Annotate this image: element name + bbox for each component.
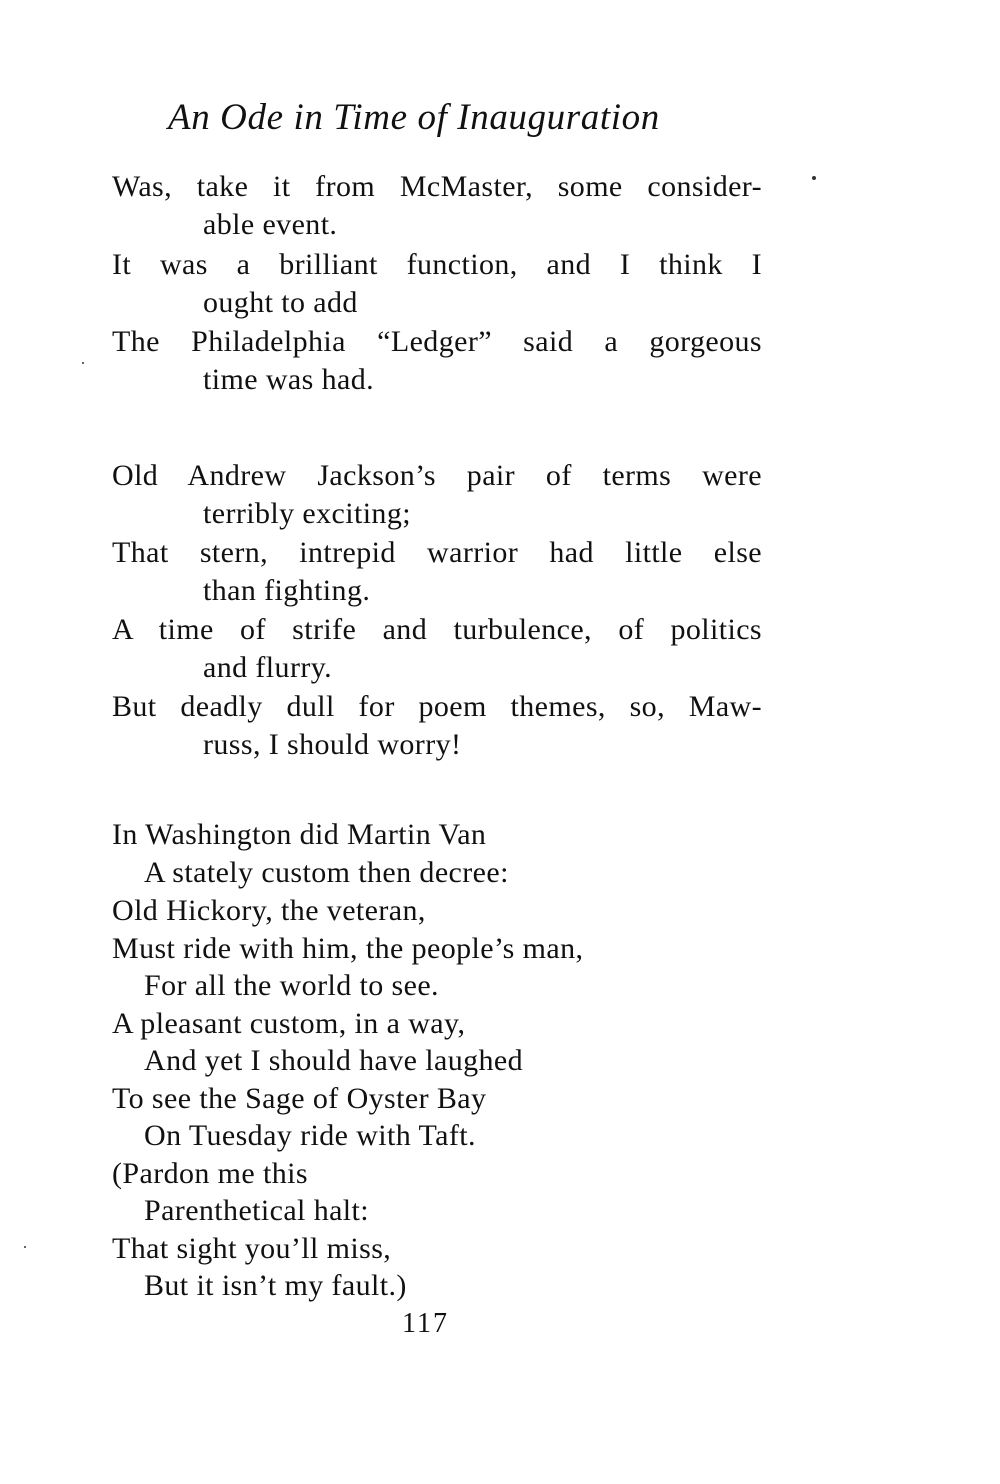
verse-line: In Washington did Martin Van <box>112 818 487 851</box>
verse-line: It was a brilliant function, and I think I <box>112 248 762 281</box>
verse-line: For all the world to see. <box>144 969 439 1002</box>
verse-line: To see the Sage of Oyster Bay <box>112 1082 487 1115</box>
verse-continuation: ought to add <box>203 286 358 319</box>
verse-line: (Pardon me this <box>112 1157 308 1190</box>
print-speck <box>812 176 816 180</box>
verse-line: A pleasant custom, in a way, <box>112 1007 466 1040</box>
verse-continuation: terribly exciting; <box>203 497 411 530</box>
verse-continuation: and flurry. <box>203 651 333 684</box>
verse-continuation: able event. <box>203 208 338 241</box>
verse-line: The Philadelphia “Ledger” said a gorgeous <box>112 325 762 358</box>
running-head: An Ode in Time of Inauguration <box>168 97 660 138</box>
print-speck <box>82 362 84 364</box>
verse-line: A time of strife and turbulence, of politics <box>112 613 762 646</box>
verse-line: Must ride with him, the people’s man, <box>112 932 584 965</box>
verse-line: Was, take it from McMaster, some consider- <box>112 170 762 203</box>
verse-line: Old Hickory, the veteran, <box>112 894 426 927</box>
verse-line: But it isn’t my fault.) <box>144 1269 407 1302</box>
print-speck <box>24 1246 26 1248</box>
verse-line: On Tuesday ride with Taft. <box>144 1119 476 1152</box>
verse-continuation: time was had. <box>203 363 374 396</box>
verse-line: Old Andrew Jackson’s pair of terms were <box>112 459 762 492</box>
verse-line: Parenthetical halt: <box>144 1194 370 1227</box>
page-number: 117 <box>402 1308 449 1339</box>
verse-line: That sight you’ll miss, <box>112 1232 392 1265</box>
verse-continuation: than fighting. <box>203 574 371 607</box>
verse-continuation: russ, I should worry! <box>203 728 462 761</box>
verse-line: But deadly dull for poem themes, so, Maw- <box>112 690 762 723</box>
verse-line: A stately custom then decree: <box>144 856 509 889</box>
verse-line: And yet I should have laughed <box>144 1044 524 1077</box>
verse-line: That stern, intrepid warrior had little else <box>112 536 762 569</box>
